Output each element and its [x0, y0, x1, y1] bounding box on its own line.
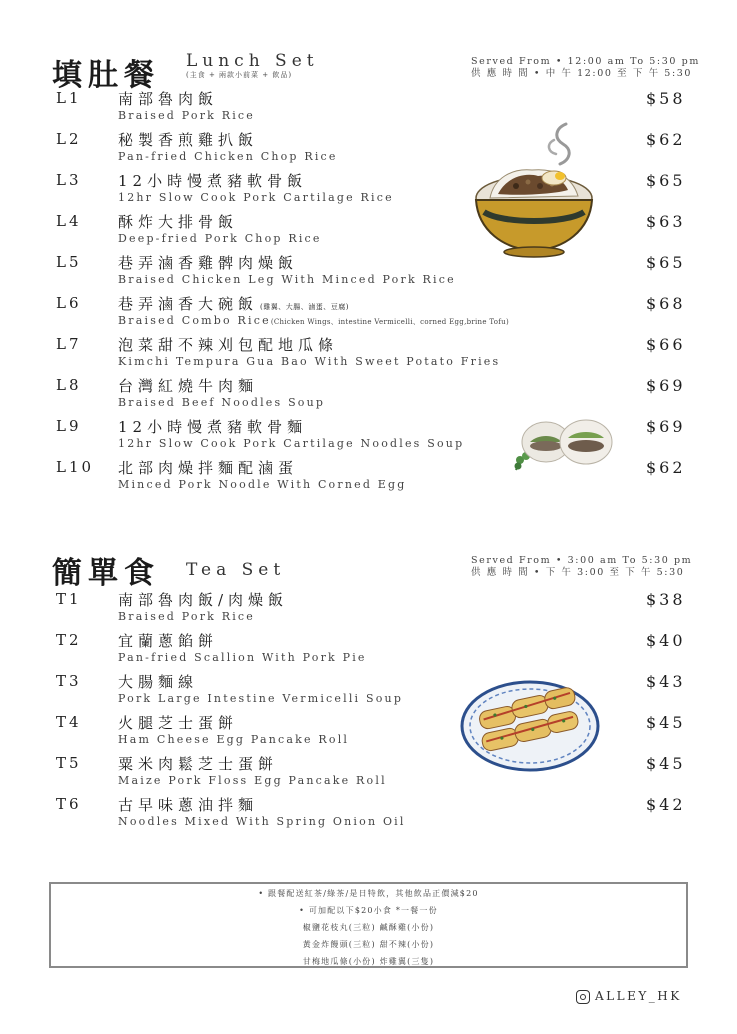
- lunch-title-zh: 填肚餐: [52, 58, 160, 93]
- item-price: $45: [646, 754, 686, 773]
- item-price: $40: [646, 631, 686, 650]
- item-name-zh: [118, 630, 218, 651]
- item-code: L8: [56, 376, 82, 394]
- item-name-en: [118, 815, 406, 828]
- item-name-en-text: Braised Pork Rice: [118, 109, 255, 122]
- item-price: $58: [646, 89, 686, 108]
- item-name-zh-text: 巷弄滷香大碗飯: [118, 295, 259, 313]
- item-name-zh-text: 巷弄滷香雞髀肉燥飯: [118, 254, 299, 272]
- item-name-en-text: Kimchi Tempura Gua Bao With Sweet Potato Fries: [118, 355, 501, 368]
- item-code: L1: [56, 89, 82, 107]
- tea-served-en: Served From • 3:00 am To 5:30 pm: [471, 555, 693, 566]
- item-price: $43: [646, 672, 686, 691]
- menu-item-l7: [0, 335, 737, 375]
- note-snack-line-3: 甘梅地瓜條(小份) 炸雞翼(三隻): [302, 957, 435, 966]
- item-code: L3: [56, 171, 82, 189]
- menu-item-t6: [0, 795, 737, 835]
- item-price: $68: [646, 294, 686, 313]
- item-name-en-text: Pork Large Intestine Vermicelli Soup: [118, 692, 404, 705]
- item-name-zh-text: 酥炸大排骨飯: [118, 213, 239, 231]
- item-name-en: [118, 692, 403, 705]
- item-name-zh-text: 古早味蔥油拌麵: [118, 796, 259, 814]
- item-name-zh-text: 大腸麵線: [118, 673, 199, 691]
- menu-item-l6: [0, 294, 737, 334]
- menu-item-t5: [0, 754, 737, 794]
- item-name-zh-text: 12小時慢煮豬軟骨飯: [118, 172, 308, 190]
- item-name-en-text: Braised Combo Rice: [118, 314, 271, 327]
- menu-item-l9: [0, 417, 737, 457]
- item-code: L4: [56, 212, 82, 230]
- note-addon-line: • 可加配以下$20小食 *一餐一份: [299, 906, 438, 915]
- item-name-zh-text: 南部魯肉飯: [118, 90, 219, 108]
- gua-bao-illustration: [512, 412, 616, 474]
- item-price: $69: [646, 376, 686, 395]
- item-name-zh-text: 泡菜甜不辣刈包配地瓜條: [118, 336, 339, 354]
- item-name-zh-text: 火腿芝士蛋餅: [118, 714, 239, 732]
- menu-item-l2: [0, 130, 737, 170]
- item-name-zh: [118, 211, 238, 232]
- item-code: L2: [56, 130, 82, 148]
- menu-item-t1: [0, 590, 737, 630]
- item-name-zh: [118, 334, 338, 355]
- item-code: L5: [56, 253, 82, 271]
- item-price: $69: [646, 417, 686, 436]
- item-name-zh: [118, 753, 278, 774]
- menu-item-t2: [0, 631, 737, 671]
- item-name-zh-text: 宜蘭蔥餡餅: [118, 632, 219, 650]
- lunch-served-en: Served From • 12:00 am To 5:30 pm: [471, 56, 700, 67]
- menu-item-l3: [0, 171, 737, 211]
- item-name-zh: [118, 416, 307, 437]
- item-code: T1: [56, 590, 82, 608]
- item-name-zh-text: 台灣紅燒牛肉麵: [118, 377, 259, 395]
- item-price: $42: [646, 795, 686, 814]
- add-on-notes-box: [49, 882, 688, 968]
- item-name-en-text: Braised Pork Rice: [118, 610, 255, 623]
- item-name-zh: [118, 712, 238, 733]
- note-snack-line-1: 椒鹽花枝丸(三粒) 鹹酥雞(小份): [302, 923, 435, 932]
- item-name-zh: [118, 88, 218, 109]
- item-code: L10: [56, 458, 95, 476]
- item-name-en: [118, 191, 394, 204]
- item-name-en-text: Braised Beef Noodles Soup: [118, 396, 326, 409]
- item-name-en: [118, 437, 464, 450]
- note-snack-line-2: 黃金炸饅頭(三粒) 甜不辣(小份): [302, 940, 435, 949]
- item-name-en-text: Ham Cheese Egg Pancake Roll: [118, 733, 350, 746]
- item-name-en: [118, 651, 367, 664]
- item-name-zh: [118, 293, 349, 314]
- item-name-zh-text: 秘製香煎雞扒飯: [118, 131, 259, 149]
- item-name-en-text: Noodles Mixed With Spring Onion Oil: [118, 815, 406, 828]
- menu-item-l4: [0, 212, 737, 252]
- instagram-icon: [576, 990, 590, 1004]
- item-price: $38: [646, 590, 686, 609]
- menu-item-t3: [0, 672, 737, 712]
- item-price: $66: [646, 335, 686, 354]
- item-name-en: [118, 150, 338, 163]
- item-name-zh: [118, 671, 198, 692]
- item-code: T3: [56, 672, 82, 690]
- item-price: $62: [646, 458, 686, 477]
- item-name-en-text: 12hr Slow Cook Pork Cartilage Rice: [118, 191, 394, 204]
- item-name-en: [118, 355, 500, 368]
- item-name-en: [118, 232, 322, 245]
- item-name-zh: [118, 129, 258, 150]
- item-name-zh: [118, 375, 258, 396]
- item-name-en-note: (Chicken Wings、intestine Vermicelli、corned Egg,brine Tofu): [270, 318, 510, 326]
- menu-item-l8: [0, 376, 737, 416]
- item-name-en: [118, 314, 509, 327]
- tea-title-zh: 簡單食: [52, 556, 160, 591]
- item-price: $65: [646, 171, 686, 190]
- tea-title-en: Tea Set: [186, 560, 286, 580]
- instagram-text: ALLEY_HK: [595, 989, 682, 1003]
- item-name-en-text: Minced Pork Noodle With Corned Egg: [118, 478, 407, 491]
- lunch-served-zh: 供 應 時 間 • 中 午 12:00 至 下 午 5:30: [471, 68, 693, 79]
- item-name-en: [118, 478, 406, 491]
- menu-item-l1: [0, 89, 737, 129]
- item-name-zh: [118, 457, 298, 478]
- item-price: $45: [646, 713, 686, 732]
- item-code: L7: [56, 335, 82, 353]
- item-code: T6: [56, 795, 82, 813]
- item-name-zh-text: 12小時慢煮豬軟骨麵: [118, 418, 308, 436]
- item-name-en: [118, 109, 255, 122]
- item-name-en: [118, 774, 387, 787]
- menu-item-l10: [0, 458, 737, 498]
- lunch-subtitle: (主食 + 兩款小前菜 + 飲品): [186, 71, 293, 79]
- tea-served-zh: 供 應 時 間 • 下 午 3:00 至 下 午 5:30: [471, 567, 685, 578]
- item-name-en-text: Deep-fried Pork Chop Rice: [118, 232, 322, 245]
- item-name-zh-text: 北部肉燥拌麵配滷蛋: [118, 459, 299, 477]
- item-name-en-text: Maize Pork Floss Egg Pancake Roll: [118, 774, 387, 787]
- item-price: $62: [646, 130, 686, 149]
- item-name-en-text: 12hr Slow Cook Pork Cartilage Noodles Soup: [118, 437, 465, 450]
- item-code: T2: [56, 631, 82, 649]
- item-price: $63: [646, 212, 686, 231]
- rice-bowl-illustration: [468, 120, 604, 260]
- item-name-en-text: Pan-fried Chicken Chop Rice: [118, 150, 338, 163]
- item-code: L9: [56, 417, 82, 435]
- item-price: $65: [646, 253, 686, 272]
- egg-pancake-plate-illustration: [460, 680, 600, 772]
- item-name-en: [118, 610, 255, 623]
- lunch-title-en: Lunch Set: [186, 51, 319, 71]
- item-name-en: [118, 733, 349, 746]
- item-name-zh-text: 南部魯肉飯/肉燥飯: [118, 591, 289, 609]
- item-name-zh-note: (雞翼、大腸、滷蛋、豆腐): [260, 303, 349, 311]
- item-name-en-text: Braised Chicken Leg With Minced Pork Rice: [118, 273, 456, 286]
- item-name-zh: [118, 589, 288, 610]
- item-name-zh: [118, 170, 307, 191]
- item-name-en-text: Pan-fried Scallion With Pork Pie: [118, 651, 367, 664]
- item-name-zh: [118, 794, 258, 815]
- note-drink-line: • 跟餐配送紅茶/綠茶/是日特飲，其他飲品正價減$20: [258, 889, 479, 898]
- menu-item-t4: [0, 713, 737, 753]
- item-code: L6: [56, 294, 82, 312]
- item-code: T5: [56, 754, 82, 772]
- item-name-zh-text: 粟米肉鬆芝士蛋餅: [118, 755, 279, 773]
- item-name-en: [118, 396, 325, 409]
- item-code: T4: [56, 713, 82, 731]
- item-name-zh: [118, 252, 298, 273]
- menu-item-l5: [0, 253, 737, 293]
- item-name-en: [118, 273, 456, 286]
